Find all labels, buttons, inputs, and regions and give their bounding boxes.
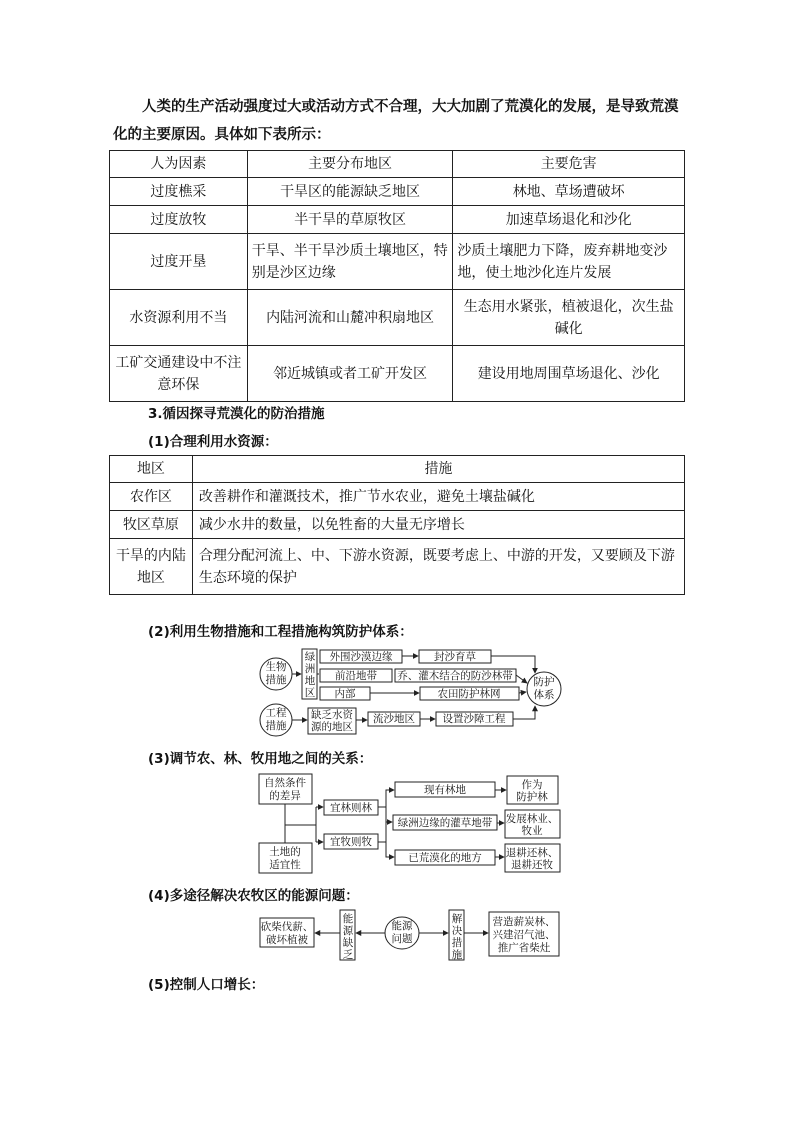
shortage-char: 能 (342, 913, 354, 925)
flowing-sand-label: 流沙地区 (373, 713, 415, 725)
desertified-label: 已荒漠化的地方 (408, 852, 482, 864)
cutting-label-1: 砍柴伐薪、 (260, 921, 314, 933)
oasis-char: 洲 (304, 663, 316, 675)
cell-region: 干旱、半干旱沙质土壤地区，特别是沙区边缘 (247, 234, 453, 290)
cell-harm: 生态用水紧张，植被退化，次生盐碱化 (453, 290, 685, 346)
oasis-char: 绿 (304, 651, 316, 663)
bio-measures-label-2: 措施 (265, 674, 287, 686)
cell-measure: 合理分配河流上、中、下游水资源，既要考虑上、中游的开发，又要顾及下游生态环境的保护 (192, 539, 684, 595)
protection-system-diagram (260, 649, 561, 736)
cell-region: 牧区草原 (110, 511, 193, 539)
subsection-4-title: (4)多途径解决农牧区的能源问题： (148, 888, 359, 904)
as-shelter-label-1: 作为 (521, 779, 543, 791)
intro-paragraph: 人类的生产活动强度过大或活动方式不合理，大大加剧了荒漠化的发展，是导致荒漠化的主要原因。具体如下表所示： (113, 98, 679, 143)
header-measure: 措施 (192, 456, 684, 483)
enclosure-label: 封沙育草 (434, 651, 476, 663)
cell-region: 半干旱的草原牧区 (247, 206, 453, 234)
as-shelter-label-2: 防护林 (516, 791, 548, 803)
protection-system-label-2: 体系 (533, 689, 555, 701)
cell-harm: 林地、草场遭破坏 (453, 178, 685, 206)
return-label-2: 退耕还牧 (511, 859, 553, 871)
cell-harm: 加速草场退化和沙化 (453, 206, 685, 234)
cutting-label-2: 破坏植被 (266, 934, 308, 946)
subsection-1-title: (1)合理利用水资源： (148, 434, 278, 450)
protection-system-label-1: 防护 (533, 676, 555, 688)
eng-measures-label-1: 工程 (265, 707, 287, 719)
cell-harm: 沙质土壤肥力下降，废弃耕地变沙地，使土地沙化连片发展 (453, 234, 685, 290)
header-factor: 人为因素 (110, 151, 248, 178)
arrow (519, 692, 526, 693)
front-label: 前沿地带 (335, 670, 377, 682)
header-region: 地区 (110, 456, 193, 483)
cell-harm: 建设用地周围草场退化、沙化 (453, 346, 685, 402)
forest-ok-label: 宜林则林 (330, 802, 372, 814)
natural-label-1: 自然条件 (264, 777, 306, 789)
cell-factor: 过度樵采 (110, 178, 248, 206)
solve-char: 措 (451, 937, 463, 949)
shortage-char: 源 (342, 925, 354, 937)
cell-measure: 改善耕作和灌溉技术，推广节水农业，避免土壤盐碱化 (192, 483, 684, 511)
natural-label-2: 的差异 (269, 790, 301, 802)
return-label-1: 退耕还林、 (505, 847, 559, 859)
cell-region: 农作区 (110, 483, 193, 511)
arrow (516, 675, 527, 683)
measures-label-2: 兴建沼气池、 (492, 929, 556, 941)
header-harm: 主要危害 (453, 151, 685, 178)
develop-label-1: 发展林业、 (505, 813, 559, 825)
develop-label-2: 牧业 (521, 825, 543, 837)
existing-forest-label: 现有林地 (424, 784, 466, 796)
shelterbelt-label: 乔、灌木结合的防沙林带 (397, 670, 513, 682)
section-3-title: 3.循因探寻荒漠化的防治措施 (148, 406, 325, 422)
land-use-diagram (259, 774, 560, 873)
barrier-label: 设置沙障工程 (442, 713, 506, 725)
subsection-2-title: (2)利用生物措施和工程措施构筑防护体系： (148, 624, 413, 640)
measures-label-3: 推广省柴灶 (497, 942, 551, 954)
shortage-char: 缺 (342, 937, 354, 949)
cell-region: 内陆河流和山麓冲积扇地区 (247, 290, 453, 346)
energy-problem-label-2: 问题 (391, 933, 413, 945)
cell-region: 干旱区的能源缺乏地区 (247, 178, 453, 206)
cell-factor: 工矿交通建设中不注意环保 (110, 346, 248, 402)
farmland-net-label: 农田防护林网 (437, 688, 501, 700)
periphery-label: 外围沙漠边缘 (329, 651, 393, 663)
cell-factor: 过度放牧 (110, 206, 248, 234)
solve-char: 施 (451, 949, 463, 961)
suitability-label-1: 土地的 (269, 846, 301, 858)
subsection-3-title: (3)调节农、林、牧用地之间的关系： (148, 751, 373, 767)
header-region: 主要分布地区 (247, 151, 453, 178)
solve-char: 解 (451, 913, 463, 925)
connector (285, 825, 316, 843)
arrow (513, 706, 535, 719)
water-short-label-2: 源的地区 (311, 721, 353, 733)
cell-measure: 减少水井的数量，以免牲畜的大量无序增长 (192, 511, 684, 539)
energy-problem-label-1: 能源 (391, 920, 413, 932)
subsection-5-title: (5)控制人口增长： (148, 977, 265, 993)
solve-char: 决 (451, 925, 463, 937)
measures-label-1: 营造薪炭林、 (492, 916, 556, 928)
oasis-edge-label: 绿洲边缘的灌草地带 (397, 817, 493, 829)
oasis-char: 地 (304, 675, 316, 687)
arrow (378, 790, 394, 807)
cell-factor: 水资源利用不当 (110, 290, 248, 346)
suitability-label-2: 适宜性 (269, 859, 301, 871)
bio-measures-label-1: 生物 (265, 661, 287, 673)
energy-diagram (260, 910, 559, 961)
pasture-ok-label: 宜牧则牧 (330, 836, 372, 848)
arrow (378, 842, 394, 857)
cell-region: 邻近城镇或者工矿开发区 (247, 346, 453, 402)
water-short-label-1: 缺乏水资 (311, 709, 353, 721)
cell-factor: 过度开垦 (110, 234, 248, 290)
cell-region: 干旱的内陆地区 (110, 539, 193, 595)
eng-measures-label-2: 措施 (265, 720, 287, 732)
inner-label: 内部 (334, 688, 356, 700)
oasis-char: 区 (304, 687, 316, 699)
shortage-char: 乏 (342, 949, 354, 961)
